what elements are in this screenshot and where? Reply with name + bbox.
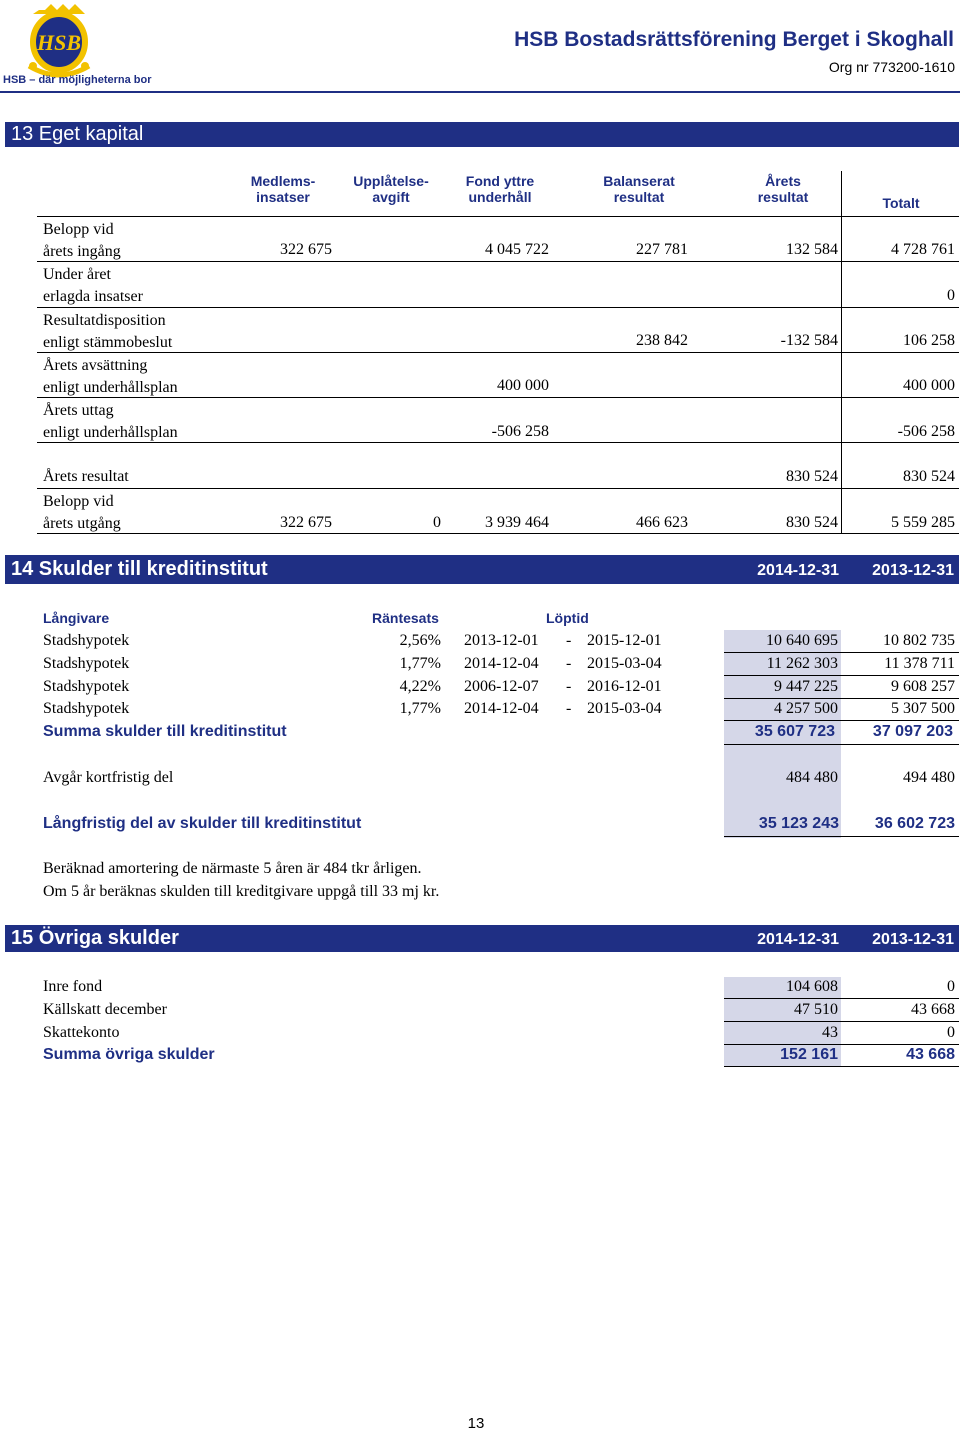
col-header-medlemsinsatser: Medlems- insatser (250, 173, 316, 205)
equity-cell: 466 623 (636, 514, 688, 531)
other-debt-previous: 0 (947, 978, 955, 995)
org-number: Org nr 773200-1610 (828, 59, 955, 75)
loan-to: 2015-03-04 (587, 700, 662, 717)
row-underline (37, 352, 959, 353)
page-number: 13 (467, 1415, 485, 1432)
long-term-rule (724, 836, 959, 837)
col-header-upplatelseavgift: Upplåtelse- avgift (353, 173, 429, 205)
loan-lender: Stadshypotek (43, 632, 130, 649)
loan-value-current: 11 262 303 (766, 655, 838, 672)
col-header-lender: Långivare (43, 610, 110, 626)
other-debt-current: 47 510 (794, 1001, 838, 1018)
loan-value-current: 9 447 225 (774, 678, 838, 695)
col-header-term: Löptid (546, 610, 589, 626)
row-underline (37, 442, 959, 443)
loan-value-previous: 5 307 500 (891, 700, 955, 717)
other-debt-label: Källskatt december (43, 1001, 167, 1018)
note14-date-previous: 2013-12-31 (872, 562, 954, 579)
short-term-label: Avgår kortfristig del (43, 769, 174, 786)
col-header-rate: Räntesats (372, 610, 439, 626)
loan-value-current: 10 640 695 (766, 632, 838, 649)
loan-lender: Stadshypotek (43, 655, 130, 672)
other-debt-rule (724, 1021, 959, 1022)
note14-title: 14 Skulder till kreditinstitut (11, 558, 268, 580)
equity-cell: 0 (947, 287, 955, 304)
loan-value-previous: 11 378 711 (884, 655, 955, 672)
col-header-balanserat: Balanserat resultat (603, 173, 675, 205)
note13-title: 13 Eget kapital (11, 123, 144, 145)
equity-cell: -132 584 (780, 332, 838, 349)
row-underline (37, 488, 959, 489)
col-header-totalt: Totalt (882, 195, 920, 211)
other-debt-label: Skattekonto (43, 1024, 120, 1041)
other-debt-current: 43 (822, 1024, 838, 1041)
row-divider (841, 443, 842, 488)
loan-from: 2006-12-07 (464, 678, 539, 695)
row-underline (37, 307, 959, 308)
loan-lender: Stadshypotek (43, 678, 130, 695)
loan-dash: - (566, 700, 572, 717)
note15-title: 15 Övriga skulder (11, 927, 179, 949)
row-divider (841, 262, 842, 307)
loan-value-current: 4 257 500 (774, 700, 838, 717)
equity-cell: 322 675 (280, 514, 332, 531)
other-debts-sum-current: 152 161 (780, 1046, 838, 1063)
loan-rate: 1,77% (399, 655, 441, 672)
loan-sum-previous: 37 097 203 (872, 723, 953, 740)
loan-dash: - (566, 655, 572, 672)
note14-date-current: 2014-12-31 (757, 562, 839, 579)
equity-row-label: Resultatdisposition enligt stämmobeslut (43, 312, 173, 351)
loan-from: 2014-12-04 (464, 655, 539, 672)
logo-tagline: HSB – där möjligheterna bor (3, 74, 152, 86)
loan-rule (724, 698, 959, 699)
association-name: HSB Bostadsrättsförening Berget i Skoghall (514, 28, 954, 51)
svg-text:HSB: HSB (36, 30, 82, 55)
equity-cell: 322 675 (280, 241, 332, 258)
equity-cell: 227 781 (636, 241, 688, 258)
equity-cell: 4 728 761 (891, 241, 955, 258)
other-debts-sum-label: Summa övriga skulder (43, 1046, 215, 1063)
equity-cell: 238 842 (636, 332, 688, 349)
row-divider (841, 308, 842, 352)
loan-to: 2015-03-04 (587, 655, 662, 672)
row-underline (37, 533, 959, 534)
note15-date-current: 2014-12-31 (757, 931, 839, 948)
equity-row-label: Under året erlagda insatser (43, 266, 143, 305)
equity-row-label: Årets resultat (43, 468, 129, 485)
row-underline (37, 261, 959, 262)
equity-row-label: Belopp vid årets utgång (43, 493, 121, 532)
loan-from: 2014-12-04 (464, 700, 539, 717)
loan-dash: - (566, 678, 572, 695)
short-term-current: 484 480 (786, 769, 838, 786)
equity-cell: -506 258 (897, 423, 955, 440)
loan-lender: Stadshypotek (43, 700, 130, 717)
header-rule (0, 91, 960, 93)
other-debt-previous: 0 (947, 1024, 955, 1041)
loan-rule (724, 652, 959, 653)
loan-rate: 2,56% (399, 632, 441, 649)
short-term-previous: 494 480 (903, 769, 955, 786)
equity-cell: 0 (433, 514, 441, 531)
equity-cell: 830 524 (786, 514, 838, 531)
debt-forecast-note: Om 5 år beräknas skulden till kreditgivare uppgå till 33 mj kr. (43, 883, 440, 900)
header-underline (37, 216, 959, 217)
long-term-label: Långfristig del av skulder till kreditinstitut (43, 815, 362, 832)
loan-rate: 1,77% (399, 700, 441, 717)
other-debt-current: 104 608 (786, 978, 838, 995)
other-debts-sum-rule (724, 1066, 959, 1067)
equity-cell: 830 524 (903, 468, 955, 485)
note15-title-band (5, 925, 959, 952)
equity-row-label: Årets uttag enligt underhållsplan (43, 402, 178, 441)
col-header-fond-yttre: Fond yttre underhåll (465, 173, 535, 205)
col-header-arets-resultat: Årets resultat (757, 173, 809, 205)
equity-cell: 106 258 (903, 332, 955, 349)
loan-sum-label: Summa skulder till kreditinstitut (43, 723, 287, 740)
loan-dash: - (566, 632, 572, 649)
equity-cell: 5 559 285 (891, 514, 955, 531)
loan-sum-current: 35 607 723 (754, 723, 835, 740)
header-divider (841, 171, 842, 216)
row-underline (37, 397, 959, 398)
loan-rate: 4,22% (399, 678, 441, 695)
other-debt-label: Inre fond (43, 978, 103, 995)
equity-cell: 400 000 (903, 377, 955, 394)
row-divider (841, 398, 842, 442)
amortization-note: Beräknad amortering de närmaste 5 åren är 484 tkr årligen. (43, 860, 422, 877)
row-divider (841, 217, 842, 261)
other-debt-previous: 43 668 (911, 1001, 955, 1018)
equity-cell: 4 045 722 (485, 241, 549, 258)
row-divider (841, 489, 842, 533)
equity-cell: -506 258 (491, 423, 549, 440)
equity-row-label: Belopp vid årets ingång (43, 221, 121, 260)
loan-value-previous: 10 802 735 (883, 632, 955, 649)
equity-cell: 830 524 (786, 468, 838, 485)
equity-row-label: Årets avsättning enligt underhållsplan (43, 357, 178, 396)
loan-value-previous: 9 608 257 (891, 678, 955, 695)
loan-rule (724, 720, 959, 721)
note14-title-band (5, 555, 959, 584)
loan-from: 2013-12-01 (464, 632, 539, 649)
loan-to: 2016-12-01 (587, 678, 662, 695)
loan-to: 2015-12-01 (587, 632, 662, 649)
equity-cell: 3 939 464 (485, 514, 549, 531)
row-divider (841, 353, 842, 397)
note15-date-previous: 2013-12-31 (872, 931, 954, 948)
other-debt-rule (724, 998, 959, 999)
long-term-current: 35 123 243 (758, 815, 839, 832)
other-debt-rule (724, 1044, 959, 1045)
long-term-previous: 36 602 723 (874, 815, 955, 832)
equity-cell: 400 000 (497, 377, 549, 394)
note13-title-band (5, 122, 959, 147)
equity-cell: 132 584 (786, 241, 838, 258)
loan-rule (724, 675, 959, 676)
sum-rule (724, 744, 959, 745)
other-debts-sum-previous: 43 668 (906, 1046, 955, 1063)
